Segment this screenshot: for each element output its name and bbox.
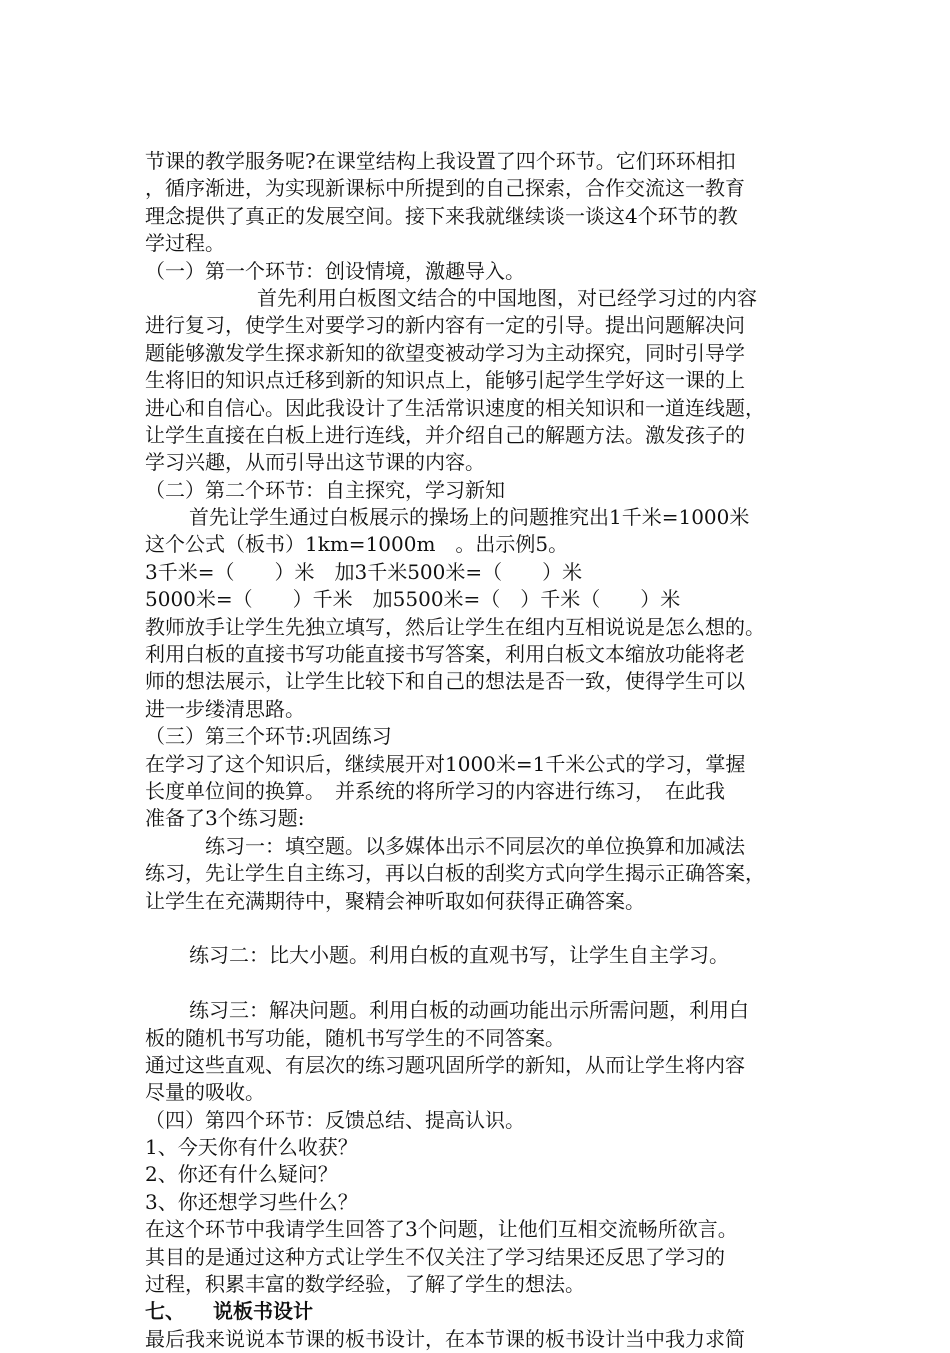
text-line: 在学习了这个知识后，继续展开对1000米=1千米公式的学习，掌握: [145, 751, 746, 776]
text-line: 在这个环节中我请学生回答了3个问题，让他们互相交流畅所欲言。: [145, 1217, 738, 1242]
section-heading-1: （一）第一个环节：创设情境，激趣导入。: [145, 258, 525, 283]
text-line: 过程，积累丰富的数学经验，了解了学生的想法。: [145, 1272, 585, 1297]
text-line: 进一步缕清思路。: [145, 696, 305, 721]
text-line: 题能够激发学生探求新知的欲望变被动学习为主动探究，同时引导学: [145, 340, 745, 365]
text-line: 进行复习，使学生对要学习的新内容有一定的引导。提出问题解决问: [145, 313, 745, 338]
section-heading-3: （三）第三个环节:巩固练习: [145, 724, 392, 749]
text-line: ，循序渐进，为实现新课标中所提到的自己探索，合作交流这一教育: [145, 176, 745, 201]
text-line: 板的随机书写功能，随机书写学生的不同答案。: [145, 1025, 565, 1050]
exercise-part: 3千米=（ ）米: [145, 559, 315, 584]
section-heading-4: （四）第四个环节：反馈总结、提高认识。: [145, 1107, 525, 1132]
text-line: 进心和自信心。因此我设计了生活常识速度的相关知识和一道连线题，: [145, 395, 765, 420]
text-line: 生将旧的知识点迁移到新的知识点上，能够引起学生学好这一课的上: [145, 368, 745, 393]
list-item: 2、你还有什么疑问？: [145, 1162, 338, 1187]
text-line: 练习三：解决问题。利用白板的动画功能出示所需问题，利用白: [189, 998, 749, 1023]
exercise-part: 加5500米=（ ）千米（ ）米: [372, 587, 681, 612]
text-line: 最后我来说说本节课的板书设计，在本节课的板书设计当中我力求简: [145, 1326, 745, 1351]
exercise-part: 5000米=（ ）千米: [145, 587, 353, 612]
text-line: 让学生直接在白板上进行连线，并介绍自己的解题方法。激发孩子的: [145, 422, 745, 447]
text-line: 师的想法展示，让学生比较下和自己的想法是否一致，使得学生可以: [145, 669, 745, 694]
list-item: 1、今天你有什么收获？: [145, 1135, 358, 1160]
text-line: 其目的是通过这种方式让学生不仅关注了学习结果还反思了学习的: [145, 1244, 725, 1269]
text-line: 练习，先让学生自主练习，再以白板的刮奖方式向学生揭示正确答案，: [145, 861, 765, 886]
document-page: [145, 148, 825, 1353]
text-line: 理念提供了真正的发展空间。接下来我就继续谈一谈这4个环节的教: [145, 203, 738, 228]
text-line: 学过程。: [145, 231, 225, 256]
section-heading-2: （二）第二个环节：自主探究，学习新知: [145, 477, 505, 502]
text-line: 练习一：填空题。以多媒体出示不同层次的单位换算和加减法: [205, 833, 745, 858]
text-line: 尽量的吸收。: [145, 1080, 265, 1105]
exercise-part: 加3千米500米=（ ）米: [334, 559, 583, 584]
text-line: 利用白板的直接书写功能直接书写答案，利用白板文本缩放功能将老: [145, 642, 745, 667]
text-line: 学习兴趣，从而引导出这节课的内容。: [145, 450, 485, 475]
text-line: 让学生在充满期待中，聚精会神听取如何获得正确答案。: [145, 888, 645, 913]
text-line: 长度单位间的换算。 并系统的将所学习的内容进行练习， 在此我: [145, 778, 725, 803]
chapter-heading: [145, 1298, 825, 1325]
exercise-line-2: [145, 586, 825, 613]
blank-line: [145, 915, 825, 942]
blank-line: [145, 970, 825, 997]
list-item: 3、你还想学习些什么？: [145, 1189, 358, 1214]
text-line: 准备了3个练习题:: [145, 806, 305, 831]
chapter-number: 七、: [145, 1299, 185, 1324]
chapter-title: 说板书设计: [213, 1299, 313, 1324]
text-line: 通过这些直观、有层次的练习题巩固所学的新知，从而让学生将内容: [145, 1052, 745, 1077]
exercise-line-1: [145, 559, 825, 586]
text-line: 这个公式（板书）1km=1000m 。出示例5。: [145, 532, 569, 557]
text-line: 练习二：比大小题。利用白板的直观书写，让学生自主学习。: [189, 943, 729, 968]
text-line: 节课的教学服务呢?在课堂结构上我设置了四个环节。它们环环相扣: [145, 149, 736, 173]
text-line: 首先让学生通过白板展示的操场上的问题推究出1千米=1000米: [189, 505, 750, 530]
text-line: 首先利用白板图文结合的中国地图，对已经学习过的内容: [257, 285, 757, 310]
text-line: 教师放手让学生先独立填写，然后让学生在组内互相说说是怎么想的。: [145, 614, 765, 639]
